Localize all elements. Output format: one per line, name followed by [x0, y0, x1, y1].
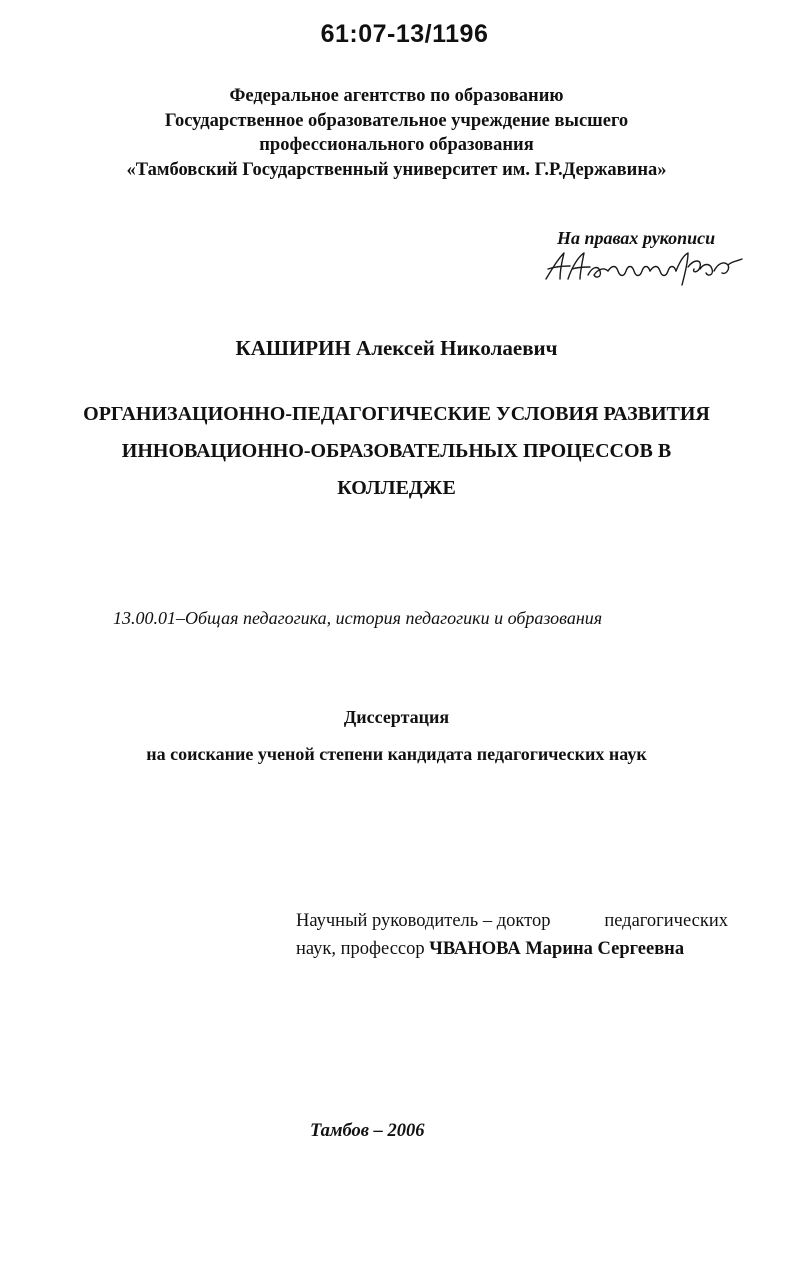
organization-block [0, 84, 793, 182]
library-stamp-number: 61:07-13/1196 [320, 20, 489, 48]
dissertation-title [0, 396, 793, 507]
place-and-year: Тамбов – 2006 [310, 1121, 425, 1141]
dissertation-type: Диссертация [343, 707, 450, 727]
supervisor-block [296, 907, 736, 963]
organization-line: «Тамбовский Государственный университет им. Г.Р.Державина» [126, 159, 667, 180]
supervisor-title: наук, профессор [296, 939, 430, 959]
title-line: ИННОВАЦИОННО-ОБРАЗОВАТЕЛЬНЫХ ПРОЦЕССОВ В [121, 440, 672, 462]
manuscript-rights-note: На правах рукописи [557, 228, 716, 248]
supervisor-name: ЧВАНОВА Марина Сергеевна [429, 939, 685, 959]
title-line: ОРГАНИЗАЦИОННО-ПЕДАГОГИЧЕСКИЕ УСЛОВИЯ РАЗВИТИЯ [83, 403, 710, 425]
dissertation-purpose: на соискание ученой степени кандидата педагогических наук [146, 744, 647, 764]
specialty-code: 13.00.01–Общая педагогика, история педагогики и образования [113, 608, 603, 628]
supervisor-line-2 [296, 935, 736, 963]
supervisor-role: Научный руководитель – доктор [296, 911, 551, 931]
supervisor-field: педагогических [604, 911, 728, 931]
organization-line: Государственное образовательное учреждение высшего [164, 110, 629, 131]
handwritten-signature [538, 247, 748, 287]
organization-line: профессионального образования [259, 135, 534, 155]
organization-line: Федеральное агентство по образованию [229, 86, 564, 106]
title-line: КОЛЛЕДЖЕ [337, 477, 456, 499]
supervisor-line-1 [296, 907, 728, 935]
author-name: КАШИРИН Алексей Николаевич [235, 336, 558, 360]
